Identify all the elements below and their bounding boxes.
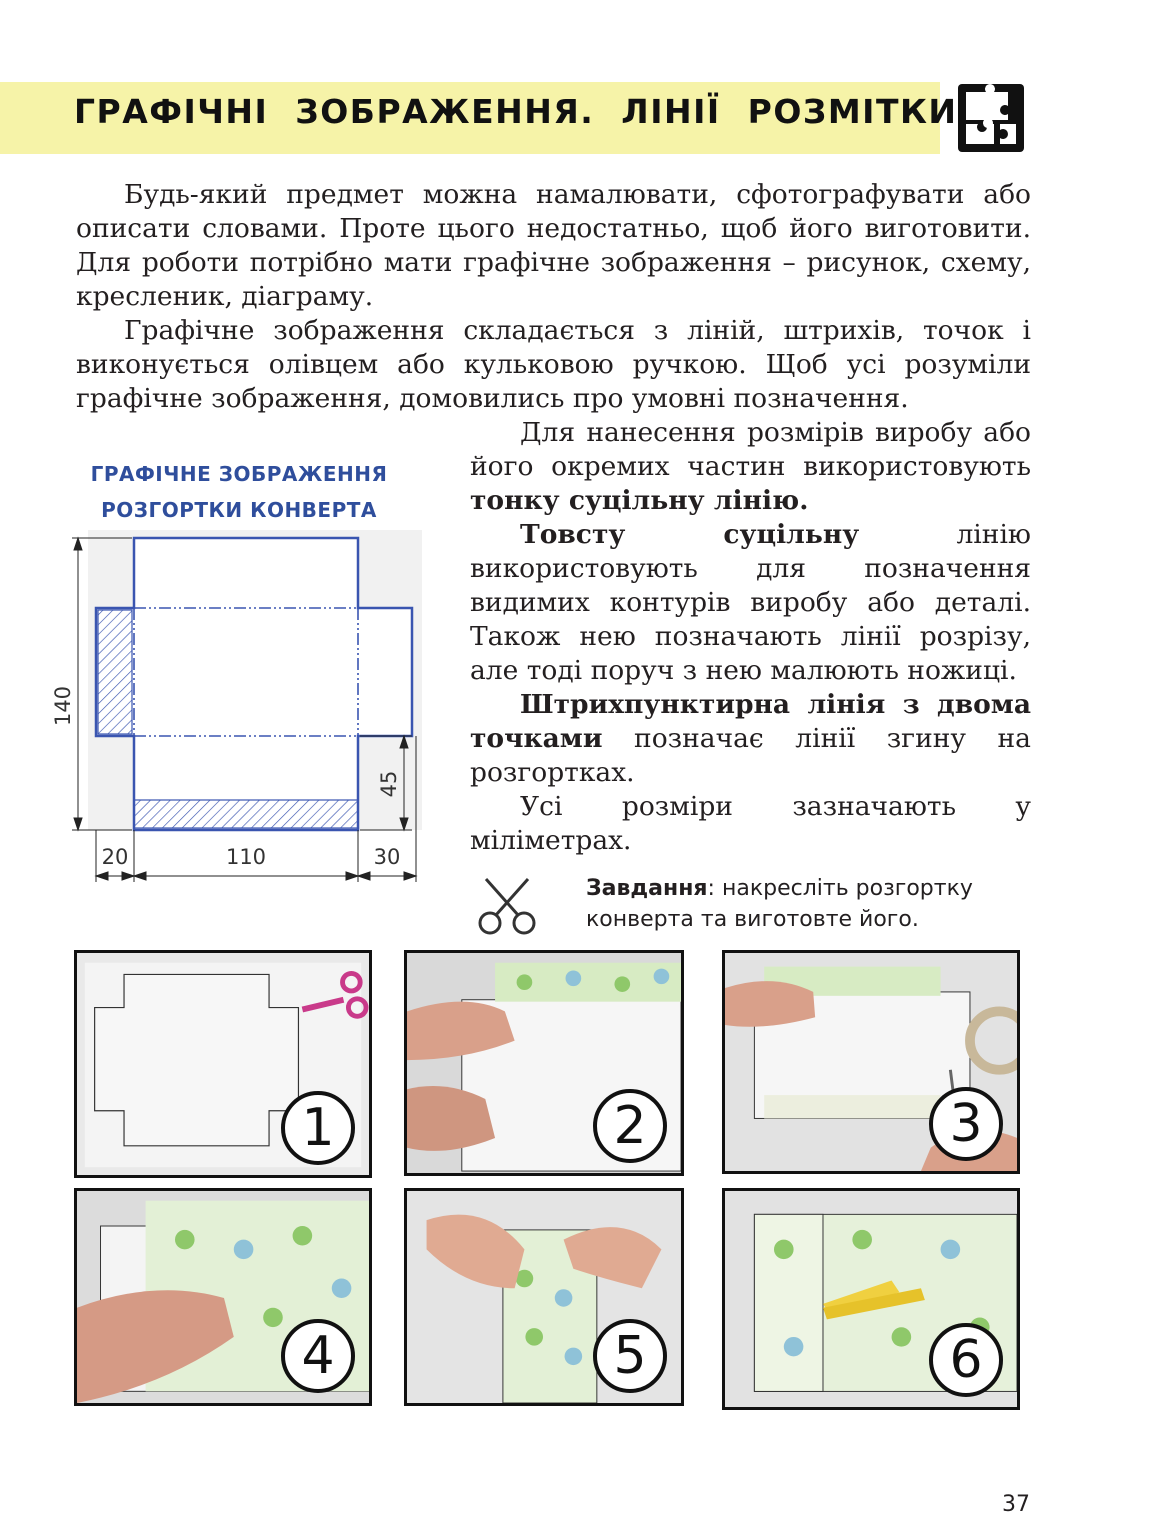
step-number-1: 1 [281, 1091, 355, 1165]
intro-paragraph-2: Графічне зображення складається з ліній, штрихів, точок і виконується олівцем або кульковою ручкою. Щоб усі розуміли графічне зображення, домовились про умовні позначення. [76, 315, 1031, 414]
step-photo-5 [404, 1188, 684, 1406]
dim-label-110: 110 [225, 845, 267, 869]
step-number-5: 5 [593, 1319, 667, 1393]
dim-label-30: 30 [373, 845, 401, 869]
dim-label-45: 45 [377, 770, 401, 798]
envelope-drawing [44, 530, 434, 890]
intro-paragraph-1: Будь-який предмет можна намалювати, сфотографувати або описати словами. Проте цього недостатньо, щоб його виготовити. Для роботи потрібно мати графічне зображення – рисунок, схему, кресленик, діаграму. [76, 179, 1031, 312]
dim-label-140: 140 [51, 685, 75, 727]
dash-line-term: Штрихпунктирна лінія з двома точками [470, 689, 1031, 754]
figure-title-line-1: ГРАФІЧНЕ ЗОБРАЖЕННЯ [90, 462, 388, 486]
dash-line-paragraph [470, 688, 1031, 790]
task-text: : накресліть розгортку конверта та виготовте його. [586, 876, 973, 932]
task-label: Завдання [586, 876, 708, 901]
thin-line-text: Для нанесення розмірів виробу або його окремих частин використовують [470, 417, 1031, 482]
line-rules-text [470, 416, 1031, 858]
step-photo-3 [722, 950, 1020, 1174]
task-box [586, 873, 1026, 935]
page-number: 37 [1002, 1492, 1030, 1517]
thin-line-paragraph [470, 416, 1031, 518]
figure-title-line-2: РОЗГОРТКИ КОНВЕРТА [101, 498, 377, 522]
thin-line-term: тонку суцільну лінію. [470, 485, 809, 516]
dash-line-text: позначає лінії згину на розгортках. [470, 723, 1031, 788]
puzzle-icon [958, 84, 1024, 152]
step-number-6: 6 [929, 1323, 1003, 1397]
step-number-4: 4 [281, 1319, 355, 1393]
scissors-icon [474, 873, 542, 939]
page-title: ГРАФІЧНІ ЗОБРАЖЕННЯ. ЛІНІЇ РОЗМІТКИ [74, 92, 958, 131]
step-photo-4 [74, 1188, 372, 1406]
dim-label-20: 20 [101, 845, 129, 869]
step-photo-2 [404, 950, 684, 1176]
thick-line-paragraph [470, 518, 1031, 688]
step-number-3: 3 [929, 1087, 1003, 1161]
units-paragraph: Усі розміри зазначають у міліметрах. [470, 791, 1031, 856]
thick-line-term: Товсту суцільну [520, 519, 860, 550]
step-photo-1 [74, 950, 372, 1178]
step-number-2: 2 [593, 1089, 667, 1163]
step-photo-6 [722, 1188, 1020, 1410]
thick-line-text: лінію використовують для позначення видимих контурів виробу або деталі. Також нею позначають лінії розрізу, але тоді поруч з нею малюють ножиці. [470, 519, 1031, 686]
